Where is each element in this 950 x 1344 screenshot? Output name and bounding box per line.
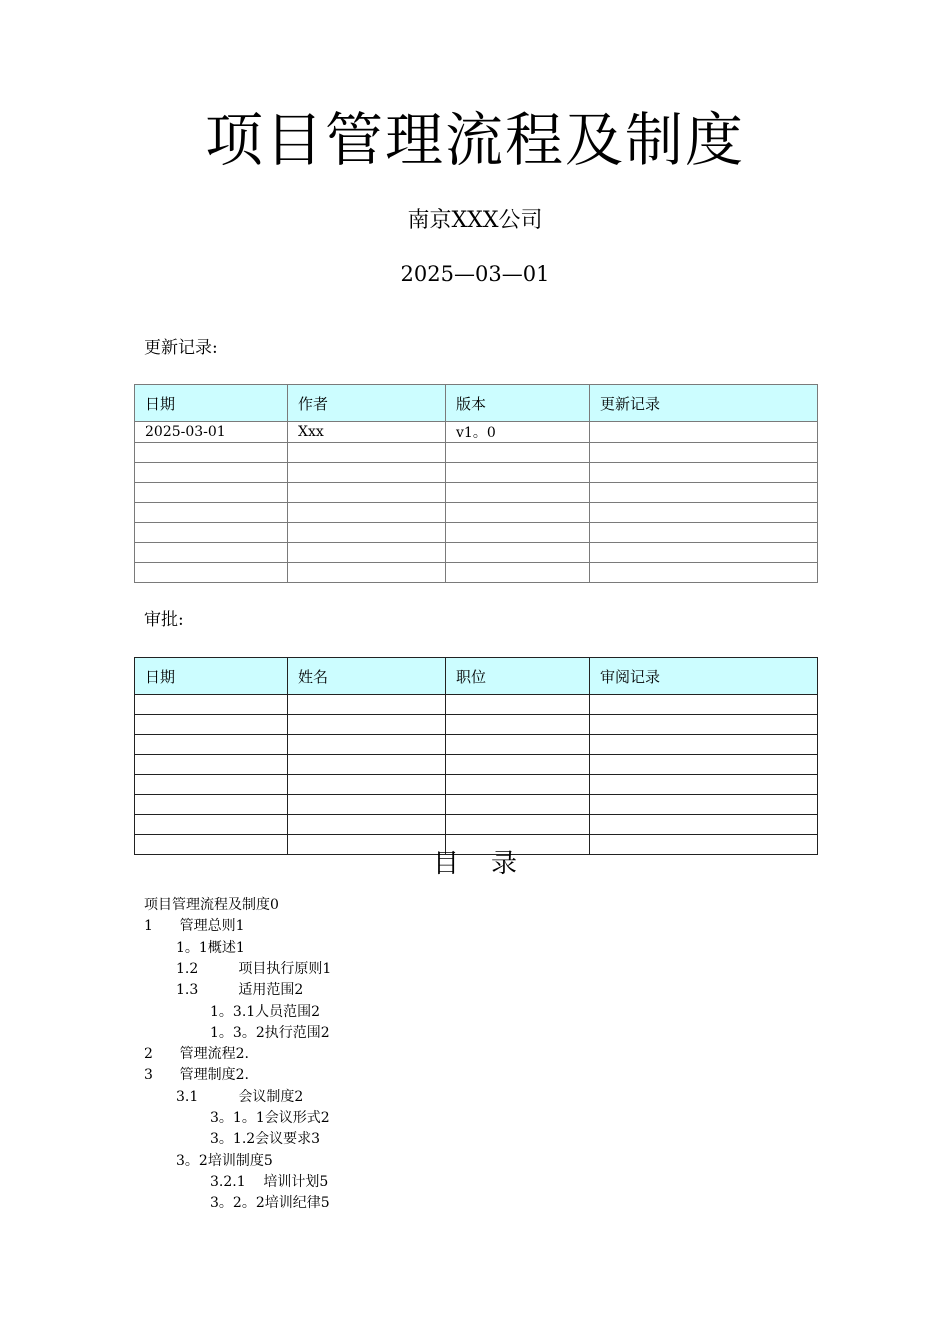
table-cell bbox=[590, 483, 818, 503]
table-cell bbox=[446, 775, 590, 795]
table-cell bbox=[446, 695, 590, 715]
table-cell bbox=[135, 795, 288, 815]
table-row bbox=[135, 543, 818, 563]
table-cell bbox=[288, 483, 446, 503]
table-cell bbox=[288, 523, 446, 543]
toc-entry[interactable]: 3.2.1 培训计划5 bbox=[210, 1173, 329, 1190]
toc-entry[interactable]: 3。2培训制度5 bbox=[176, 1152, 273, 1169]
table-row bbox=[135, 463, 818, 483]
table-cell bbox=[590, 695, 818, 715]
table-cell: 2025-03-01 bbox=[135, 422, 288, 443]
table-cell bbox=[590, 523, 818, 543]
update-record-label: 更新记录: bbox=[144, 338, 218, 358]
table-cell bbox=[135, 443, 288, 463]
toc-entry[interactable]: 3。2。2培训纪律5 bbox=[210, 1195, 330, 1212]
table-row bbox=[135, 755, 818, 775]
table-cell bbox=[288, 715, 446, 735]
document-title: 项目管理流程及制度 bbox=[204, 106, 745, 174]
table-cell bbox=[135, 503, 288, 523]
table-cell bbox=[288, 795, 446, 815]
table-cell bbox=[590, 543, 818, 563]
table-row bbox=[135, 443, 818, 463]
table-cell: v1。0 bbox=[446, 422, 590, 443]
table-cell bbox=[446, 463, 590, 483]
table-cell bbox=[288, 503, 446, 523]
table-cell bbox=[135, 543, 288, 563]
header-version: 版本 bbox=[446, 385, 590, 422]
table-cell bbox=[288, 775, 446, 795]
company-name: 南京XXX公司 bbox=[407, 208, 543, 233]
table-row bbox=[135, 503, 818, 523]
table-cell bbox=[288, 815, 446, 835]
table-cell bbox=[288, 443, 446, 463]
table-cell bbox=[590, 715, 818, 735]
toc-entry[interactable]: 1。3。2执行范围2 bbox=[210, 1024, 330, 1041]
table-cell bbox=[590, 463, 818, 483]
table-cell bbox=[446, 443, 590, 463]
table-cell bbox=[590, 563, 818, 583]
table-cell bbox=[135, 755, 288, 775]
table-row bbox=[135, 695, 818, 715]
toc-entry[interactable]: 1.3 适用范围2 bbox=[176, 982, 304, 999]
table-cell bbox=[288, 735, 446, 755]
toc-entry[interactable]: 1。3.1人员范围2 bbox=[210, 1003, 321, 1020]
table-cell bbox=[446, 543, 590, 563]
table-cell bbox=[446, 735, 590, 755]
table-row bbox=[135, 563, 818, 583]
table-cell: Xxx bbox=[288, 422, 446, 443]
table-cell bbox=[590, 443, 818, 463]
table-cell bbox=[446, 483, 590, 503]
table-cell bbox=[135, 775, 288, 795]
update-record-table bbox=[134, 384, 818, 583]
table-row bbox=[135, 523, 818, 543]
table-cell bbox=[590, 735, 818, 755]
table-header-row bbox=[135, 658, 818, 695]
approval-table bbox=[134, 657, 818, 855]
table-cell bbox=[590, 755, 818, 775]
table-cell bbox=[135, 523, 288, 543]
table-cell bbox=[590, 815, 818, 835]
table-cell bbox=[288, 695, 446, 715]
toc-title: 目录 bbox=[432, 849, 549, 879]
table-row bbox=[135, 815, 818, 835]
header-review-record: 审阅记录 bbox=[590, 658, 818, 695]
table-row bbox=[135, 795, 818, 815]
header-author: 作者 bbox=[288, 385, 446, 422]
table-cell bbox=[135, 463, 288, 483]
header-position: 职位 bbox=[446, 658, 590, 695]
toc-entry[interactable]: 3.1 会议制度2 bbox=[176, 1088, 304, 1105]
table-row bbox=[135, 775, 818, 795]
table-cell bbox=[590, 795, 818, 815]
table-cell bbox=[288, 563, 446, 583]
table-row bbox=[135, 483, 818, 503]
table-cell bbox=[135, 563, 288, 583]
table-row bbox=[135, 422, 818, 443]
approval-label: 审批: bbox=[144, 610, 184, 630]
table-cell bbox=[288, 543, 446, 563]
toc-entry[interactable]: 2 管理流程2. bbox=[144, 1046, 249, 1063]
toc-entry[interactable]: 3。1.2会议要求3 bbox=[210, 1131, 321, 1148]
table-row bbox=[135, 735, 818, 755]
table-cell bbox=[590, 503, 818, 523]
toc-entry[interactable]: 1.2 项目执行原则1 bbox=[176, 960, 332, 977]
toc-entry[interactable]: 3 管理制度2. bbox=[144, 1067, 249, 1084]
table-cell bbox=[446, 715, 590, 735]
toc-entry[interactable]: 1。1概述1 bbox=[176, 939, 245, 956]
toc-entry[interactable]: 1 管理总则1 bbox=[144, 918, 245, 935]
table-cell bbox=[446, 503, 590, 523]
table-cell bbox=[590, 775, 818, 795]
table-cell bbox=[446, 755, 590, 775]
header-name: 姓名 bbox=[288, 658, 446, 695]
table-cell bbox=[135, 735, 288, 755]
table-cell bbox=[135, 715, 288, 735]
header-date: 日期 bbox=[135, 658, 288, 695]
table-cell bbox=[590, 422, 818, 443]
table-cell bbox=[446, 523, 590, 543]
table-row bbox=[135, 715, 818, 735]
table-cell bbox=[288, 755, 446, 775]
table-cell bbox=[135, 483, 288, 503]
document-date: 2025—03—01 bbox=[400, 262, 550, 286]
header-update-record: 更新记录 bbox=[590, 385, 818, 422]
table-header-row bbox=[135, 385, 818, 422]
table-cell bbox=[446, 815, 590, 835]
table-cell bbox=[446, 563, 590, 583]
toc-entry[interactable]: 3。1。1会议形式2 bbox=[210, 1110, 330, 1126]
table-cell bbox=[446, 795, 590, 815]
table-cell bbox=[288, 463, 446, 483]
table-cell bbox=[135, 695, 288, 715]
header-date: 日期 bbox=[135, 385, 288, 422]
table-cell bbox=[135, 815, 288, 835]
toc-entry[interactable]: 项目管理流程及制度0 bbox=[144, 897, 279, 913]
